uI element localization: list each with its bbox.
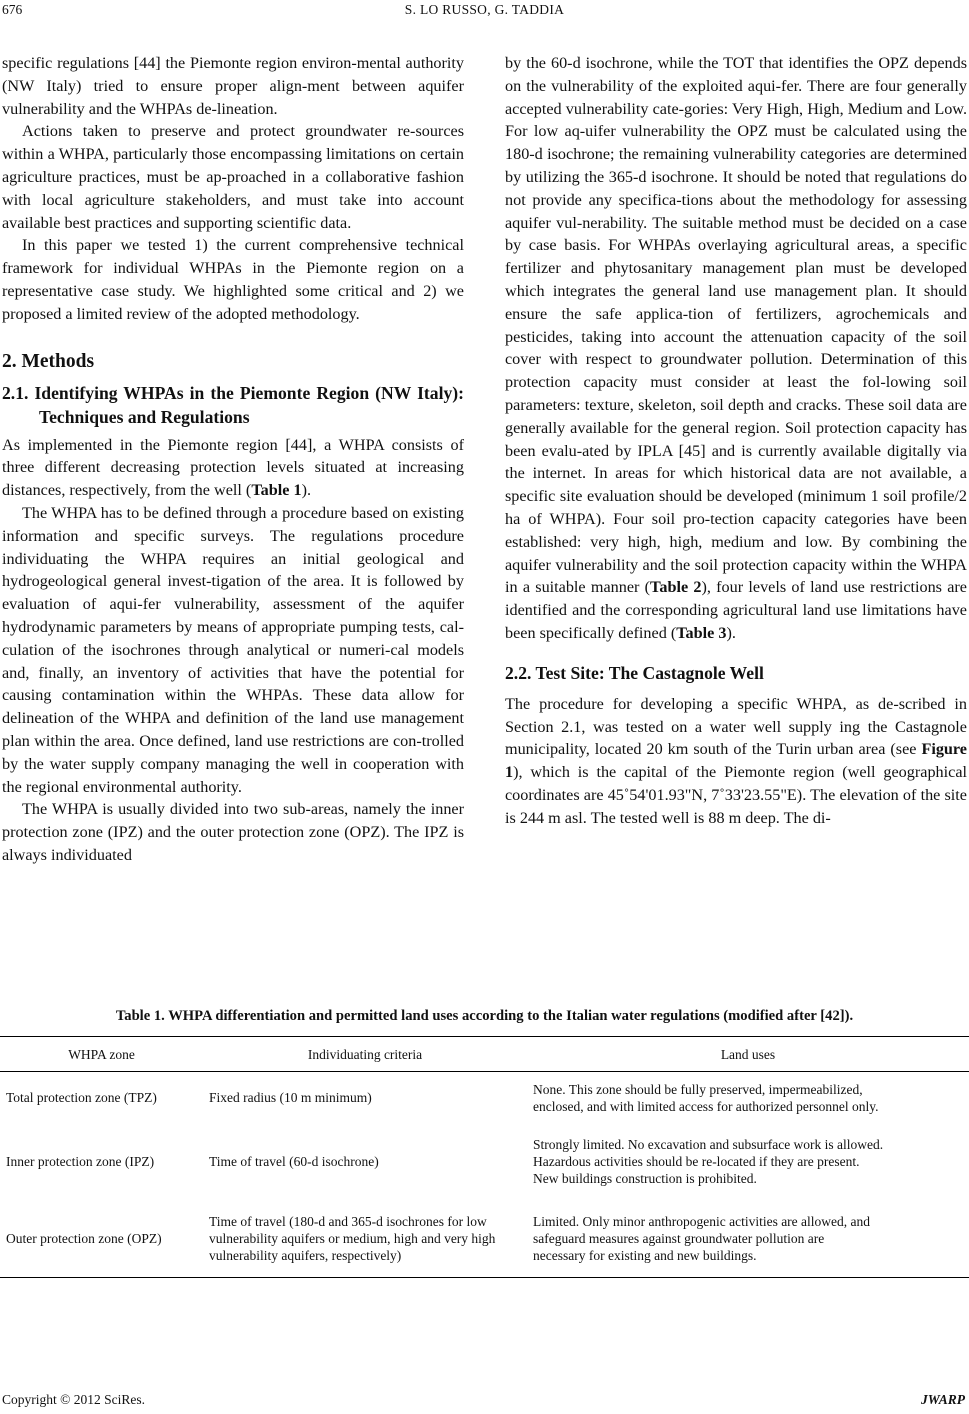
- table-reference[interactable]: Table 2: [650, 578, 702, 597]
- table-caption: Table 1. WHPA differentiation and permitted land uses according to the Italian water regulations (modified after [42]).: [115, 1008, 854, 1024]
- column-header: Individuating criteria: [203, 1037, 527, 1072]
- journal-name: JWARP: [920, 1392, 965, 1407]
- table-row: [0, 1124, 969, 1200]
- left-column: [2, 52, 464, 867]
- running-head-authors: S. LO RUSSO, G. TADDIA: [404, 2, 565, 17]
- section-heading: 2. Methods: [2, 350, 95, 372]
- column-header: WHPA zone: [0, 1037, 203, 1072]
- paragraph: The WHPA has to be defined through a procedure based on existing information and specific surveys. The regulations procedure individuating the WHPA requires an initial geological and hydrogeological general invest-tigation of the area. It is followed by evaluation of aqui-fer vulnerability, assessment of the aquifer hydrodynamic parameters by means of appropriate pumping tests, cal-culation of the isochrones through analytical or numeri-cal models and, finally, an inventory of activities that have the potential for causing contamination within the WHPAs. These data allow for delineation of the WHPA and definition of the land use management plan within the area. Once defined, land use restrictions are con-trolled by the water supply company managing the well in cooperation with the regional environmental authority.: [2, 503, 464, 796]
- paragraph: Actions taken to preserve and protect groundwater re-sources within a WHPA, particularly those encompassing limitations on certain agriculture practices, must be ap-proached in a collaborative fashion with local agriculture stakeholders, and must take into account available best practices and supporting scientific data.: [2, 122, 464, 232]
- whpa-table: [0, 1036, 969, 1278]
- subsection-heading: 2.1. Identifying WHPAs in the Piemonte Region (NW Italy): Techniques and Regulations: [2, 382, 464, 427]
- land-use-line: necessary for existing and new buildings.: [533, 1247, 757, 1263]
- text-span: ), which is the capital of the Piemonte region (well geographical coordinates are 45˚54'01.93"N, 7˚33'23.55"E). The elevation of the site is 244 m asl. The tested well is 88 m deep. The di-: [505, 763, 967, 827]
- zone-cell: Inner protection zone (IPZ): [6, 1154, 155, 1169]
- criteria-cell: Time of travel (180-d and 365-d isochrones for low vulnerability aquifers or medium, high and very high vulnerability aquifers, respectively): [203, 1200, 527, 1278]
- paragraph: In this paper we tested 1) the current comprehensive technical framework for individual WHPAs in the Piemonte region on a representative case study. We highlighted some critical and 2) we proposed a limited review of the adopted methodology.: [2, 236, 464, 323]
- page-header: [0, 2, 969, 22]
- subsection-heading: 2.2. Test Site: The Castagnole Well: [505, 662, 764, 683]
- text-span: The procedure for developing a specific WHPA, as de-scribed in Section 2.1, was tested on a water well supply ing the Castagnole municipality, located 20 km south of the Turin urban area (see: [505, 694, 967, 759]
- table-reference[interactable]: Table 3: [676, 623, 727, 642]
- paragraph: [505, 693, 967, 830]
- copyright-notice: Copyright © 2012 SciRes.: [2, 1392, 146, 1407]
- column-header: Land uses: [527, 1037, 969, 1072]
- text-span: ), four levels of land use restrictions are identified and the corresponding agricultural land use limitations have been specifically defined (: [505, 578, 967, 642]
- land-uses-cell: [527, 1072, 969, 1124]
- land-use-line: Hazardous activities should be re-located if they are present.: [533, 1154, 860, 1169]
- text-span: ).: [301, 481, 311, 500]
- land-uses-cell: [527, 1124, 969, 1200]
- paragraph: specific regulations [44] the Piemonte region environ-mental authority (NW Italy) tried to ensure proper align-ment between aquifer vulnerability and the WHPAs de-lineation.: [2, 54, 464, 118]
- land-use-line: safeguard measures against groundwater pollution are: [533, 1230, 825, 1246]
- table-header-row: [0, 1037, 969, 1072]
- page-number: 676: [2, 2, 23, 17]
- land-use-line: None. This zone should be fully preserved, impermeabilized,: [533, 1081, 863, 1097]
- table-reference[interactable]: Table 1: [251, 481, 302, 500]
- figure-reference[interactable]: Figure 1: [505, 740, 967, 782]
- criteria-cell: Fixed radius (10 m minimum): [209, 1090, 372, 1106]
- land-use-line: enclosed, and with limited access for authorized personnel only.: [533, 1098, 879, 1114]
- paragraph: [2, 434, 464, 502]
- land-use-line: Limited. Only minor anthropogenic activities are allowed, and: [533, 1213, 871, 1229]
- zone-cell: Total protection zone (TPZ): [6, 1090, 157, 1106]
- criteria-cell: Time of travel (60-d isochrone): [209, 1154, 379, 1169]
- land-use-line: Strongly limited. No excavation and subsurface work is allowed.: [533, 1137, 884, 1152]
- land-uses-cell: [527, 1200, 969, 1278]
- zone-cell: Outer protection zone (OPZ): [0, 1200, 203, 1278]
- paragraph: [505, 52, 967, 645]
- table-row: [0, 1072, 969, 1124]
- paragraph: The WHPA is usually divided into two sub-areas, namely the inner protection zone (IPZ) and the outer protection zone (OPZ). The IPZ is always individuated: [2, 800, 464, 864]
- text-span: by the 60-d isochrone, while the TOT that identifies the OPZ depends on the vulnerability of the exploited aqui-fer. There are four generally accepted vulnerability cate-gories: Very High, High, Medium and Low. For low aq-uifer vulnerability the OPZ must be calculated using the 180-d isochrone; the remaining vulnerability categories are determined by utilizing the 365-d isochrone. It should be noted that regulations do not provide any specifica-tions about the methodology for assessing aquifer vul-nerability. The suitable method must be decided on a case by case basis. For WHPAs overlaying agricultural areas, a specific fertilizer and phytosanitary management plan must be developed which integrates the general land use management plan. It should ensure the safe applica-tion of fertilizers, agrochemicals and pesticides, taking into account the attenuation capacity of the soil cover with respect to groundwater pollution. Determination of this protection capacity must consider at least the fol-lowing soil parameters: texture, skeleton, soil depth and cracks. These soil data are generally available for the general region. Soil protection capacity has been evalu-ated by IPLA [45] and is currently available digitally via the internet. In areas for which historical data are not available, a specific site evaluation should be developed (minimum 1 soil profile/2 ha of WHPA). Four soil pro-tection capacity categories have been established: very high, high, medium and low. By combining the aquifer vulnerability and the soil protection capacity within the WHPA in a suitable manner (: [505, 54, 967, 597]
- right-column: [505, 52, 967, 830]
- land-use-line: New buildings construction is prohibited.: [533, 1171, 757, 1186]
- table-row: [0, 1200, 969, 1278]
- text-span: As implemented in the Piemonte region [44], a WHPA consists of three different decreasing protection levels situated at increasing distances, respectively, from the well (: [2, 435, 464, 500]
- text-span: ).: [726, 623, 736, 642]
